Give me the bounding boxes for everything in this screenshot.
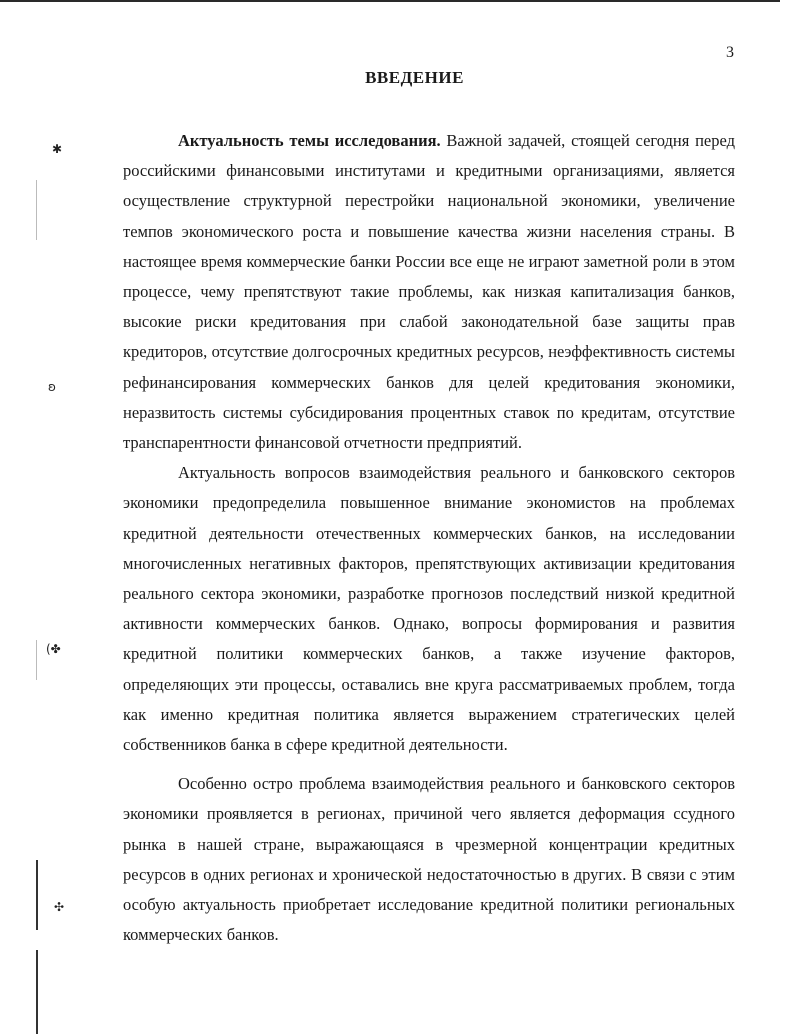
page-title: ВВЕДЕНИЕ	[365, 68, 464, 87]
paragraph: Особенно остро проблема взаимодействия реального и банковского секторов экономики проявляется в регионах, причиной чего является деформация ссудного рынка в нашей стране, выражающаяся в чрезмерной концентрации кредитных ресурсов в одних регионах и хронической недостаточностью в других. В связи с этим особую актуальность приобретает исследование кредитной политики региональных коммерческих банков.	[123, 774, 735, 945]
paragraph-text: Важной задачей, стоящей сегодня перед российскими финансовыми институтами и кредитными организациями, является осуществление структурной перестройки национальной экономики, увеличение темпов экономического роста и повышение качества жизни населения страны. В настоящее время коммерческие банки России все еще не играют заметной роли в этом процессе, чему препятствуют такие проблемы, как низкая капитализация банков, высокие риски кредитования при слабой законодательной базе защиты прав кредиторов, отсутствие долгосрочных кредитных ресурсов, неэффективность системы рефинансирования коммерческих банков для целей кредитования экономики, неразвитость системы субсидирования процентных ставок по кредитам, отсутствие транспарентности финансовой отчетности предприятий.	[123, 131, 736, 453]
body-text	[123, 126, 735, 950]
page-number: 3	[726, 44, 734, 61]
scan-margin-line	[36, 860, 38, 930]
binding-hole-mark: (✤	[46, 642, 61, 656]
scan-border-top	[0, 0, 780, 2]
binding-hole-mark: ✣	[54, 900, 65, 914]
scan-margin-line	[36, 180, 37, 240]
paragraph	[123, 126, 735, 458]
binding-hole-mark: ʚ	[48, 380, 56, 394]
scan-margin-line	[36, 950, 38, 1034]
paragraph-lead: Актуальность темы исследования.	[178, 131, 441, 150]
binding-hole-mark: ✱	[52, 142, 63, 156]
scan-margin-line	[36, 640, 37, 680]
paragraph: Актуальность вопросов взаимодействия реального и банковского секторов экономики предопределила повышенное внимание экономистов на проблемах кредитной деятельности отечественных коммерческих банков, на исследовании многочисленных негативных факторов, препятствующих активизации кредитования реального сектора экономики, разработке прогнозов последствий низкой кредитной активности коммерческих банков. Однако, вопросы формирования и развития кредитной политики коммерческих банков, а также изучение факторов, определяющих эти процессы, оставались вне круга рассматриваемых проблем, тогда как именно кредитная политика является выражением стратегических целей собственников банка в сфере кредитной деятельности.	[123, 463, 735, 755]
